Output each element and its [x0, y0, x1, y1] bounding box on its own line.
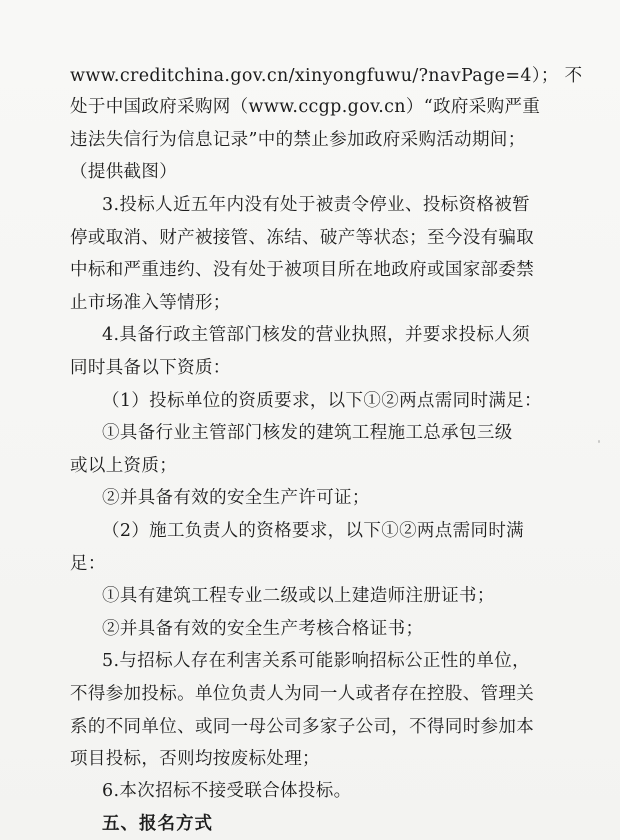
- line-23: 6.本次招标不接受联合体投标。: [102, 781, 352, 801]
- line-15: （2）施工负责人的资格要求，以下①②两点需同时满: [102, 521, 525, 541]
- line-5: 3.投标人近五年内没有处于被责令停业、投标资格被暂: [102, 195, 530, 215]
- line-19: 5.与招标人存在利害关系可能影响招标公正性的单位，: [102, 651, 530, 671]
- line-17: ①具有建筑工程专业二级或以上建造师注册证书；: [102, 586, 495, 606]
- line-16: 足：: [70, 554, 106, 574]
- line-14: ②并具备有效的安全生产许可证；: [102, 488, 370, 508]
- line-1: www.creditchina.gov.cn/xinyongfuwu/?navPage=4）； 不: [70, 66, 583, 86]
- line-12: ①具备行业主管部门核发的建筑工程施工总承包三级: [102, 423, 513, 443]
- line-10: 同时具备以下资质：: [70, 358, 231, 378]
- line-22: 项目投标，否则均按废标处理；: [70, 749, 320, 769]
- line-2: 处于中国政府采购网（www.ccgp.gov.cn）“政府采购严重: [70, 97, 541, 117]
- section-heading: 五、报名方式: [102, 814, 213, 834]
- line-20: 不得参加投标。单位负责人为同一人或者存在控股、管理关: [70, 684, 535, 704]
- line-6: 停或取消、财产被接管、冻结、破产等状态；至今没有骗取: [70, 228, 535, 248]
- line-9: 4.具备行政主管部门核发的营业执照，并要求投标人须: [102, 325, 530, 345]
- line-13: 或以上资质；: [70, 456, 178, 476]
- line-7: 中标和严重违约、没有处于被项目所在地政府或国家部委禁: [70, 260, 535, 280]
- line-21: 系的不同单位、或同一母公司多家子公司，不得同时参加本: [70, 717, 535, 737]
- line-8: 止市场准入等情形；: [70, 293, 231, 313]
- line-11: （1）投标单位的资质要求，以下①②两点需同时满足：: [102, 391, 542, 411]
- line-4: （提供截图）: [70, 162, 178, 182]
- scan-mark: [598, 440, 600, 443]
- line-18: ②并具备有效的安全生产考核合格证书；: [102, 619, 424, 639]
- line-3: 违法失信行为信息记录”中的禁止参加政府采购活动期间；: [70, 130, 526, 150]
